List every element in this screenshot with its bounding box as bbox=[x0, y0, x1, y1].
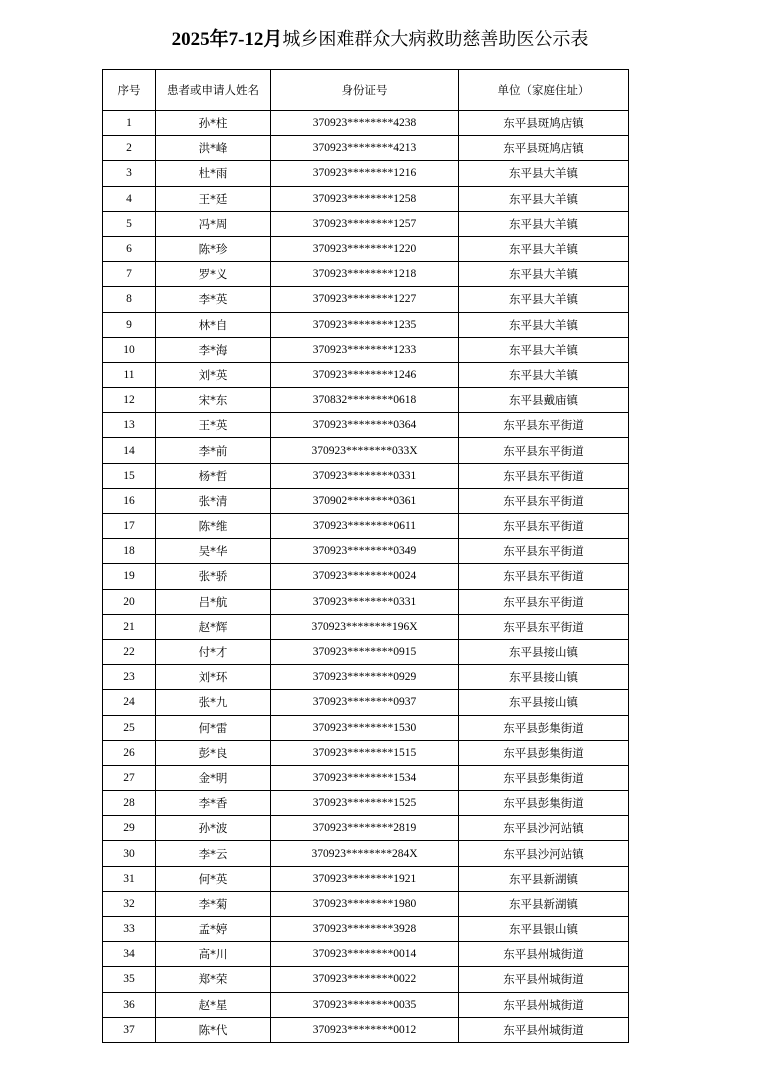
header-row bbox=[103, 70, 629, 111]
cell-serial: 23 bbox=[103, 665, 156, 690]
cell-serial: 5 bbox=[103, 211, 156, 236]
cell-name: 冯*周 bbox=[156, 211, 271, 236]
header-unit: 单位（家庭住址） bbox=[459, 70, 629, 111]
table-row bbox=[103, 967, 629, 992]
cell-name: 吕*航 bbox=[156, 589, 271, 614]
notice-table bbox=[102, 69, 629, 1043]
cell-name: 刘*英 bbox=[156, 362, 271, 387]
cell-name: 吴*华 bbox=[156, 539, 271, 564]
cell-serial: 9 bbox=[103, 312, 156, 337]
cell-id-number: 370923********0331 bbox=[271, 463, 459, 488]
cell-unit: 东平县新湖镇 bbox=[459, 891, 629, 916]
cell-name: 陈*维 bbox=[156, 514, 271, 539]
table-row bbox=[103, 942, 629, 967]
cell-id-number: 370902********0361 bbox=[271, 488, 459, 513]
cell-name: 张*九 bbox=[156, 690, 271, 715]
cell-unit: 东平县东平街道 bbox=[459, 463, 629, 488]
cell-serial: 25 bbox=[103, 715, 156, 740]
cell-id-number: 370923********0929 bbox=[271, 665, 459, 690]
cell-unit: 东平县东平街道 bbox=[459, 488, 629, 513]
cell-id-number: 370832********0618 bbox=[271, 388, 459, 413]
cell-id-number: 370923********1235 bbox=[271, 312, 459, 337]
cell-name: 孙*柱 bbox=[156, 111, 271, 136]
cell-name: 孟*婷 bbox=[156, 917, 271, 942]
table-row bbox=[103, 614, 629, 639]
table-row bbox=[103, 136, 629, 161]
cell-name: 陈*代 bbox=[156, 1017, 271, 1042]
cell-unit: 东平县州城街道 bbox=[459, 992, 629, 1017]
cell-serial: 14 bbox=[103, 438, 156, 463]
cell-id-number: 370923********1921 bbox=[271, 866, 459, 891]
cell-unit: 东平县东平街道 bbox=[459, 413, 629, 438]
cell-unit: 东平县沙河站镇 bbox=[459, 841, 629, 866]
cell-unit: 东平县东平街道 bbox=[459, 614, 629, 639]
cell-unit: 东平县大羊镇 bbox=[459, 337, 629, 362]
cell-id-number: 370923********3928 bbox=[271, 917, 459, 942]
cell-unit: 东平县沙河站镇 bbox=[459, 816, 629, 841]
cell-id-number: 370923********1258 bbox=[271, 186, 459, 211]
cell-id-number: 370923********4238 bbox=[271, 111, 459, 136]
cell-serial: 35 bbox=[103, 967, 156, 992]
cell-unit: 东平县大羊镇 bbox=[459, 262, 629, 287]
cell-id-number: 370923********284X bbox=[271, 841, 459, 866]
header-serial: 序号 bbox=[103, 70, 156, 111]
cell-name: 彭*良 bbox=[156, 740, 271, 765]
cell-unit: 东平县银山镇 bbox=[459, 917, 629, 942]
cell-serial: 18 bbox=[103, 539, 156, 564]
cell-id-number: 370923********0349 bbox=[271, 539, 459, 564]
cell-serial: 11 bbox=[103, 362, 156, 387]
cell-unit: 东平县斑鸠店镇 bbox=[459, 136, 629, 161]
cell-id-number: 370923********1246 bbox=[271, 362, 459, 387]
cell-unit: 东平县大羊镇 bbox=[459, 287, 629, 312]
cell-name: 李*海 bbox=[156, 337, 271, 362]
table-row bbox=[103, 211, 629, 236]
cell-name: 李*云 bbox=[156, 841, 271, 866]
cell-id-number: 370923********0331 bbox=[271, 589, 459, 614]
cell-unit: 东平县斑鸠店镇 bbox=[459, 111, 629, 136]
table-row bbox=[103, 992, 629, 1017]
cell-name: 郑*荣 bbox=[156, 967, 271, 992]
cell-id-number: 370923********1525 bbox=[271, 791, 459, 816]
table-row bbox=[103, 413, 629, 438]
table-row bbox=[103, 236, 629, 261]
table-row bbox=[103, 791, 629, 816]
cell-id-number: 370923********0012 bbox=[271, 1017, 459, 1042]
cell-serial: 13 bbox=[103, 413, 156, 438]
cell-serial: 20 bbox=[103, 589, 156, 614]
cell-unit: 东平县彭集街道 bbox=[459, 715, 629, 740]
cell-id-number: 370923********0915 bbox=[271, 639, 459, 664]
cell-unit: 东平县彭集街道 bbox=[459, 791, 629, 816]
cell-id-number: 370923********1216 bbox=[271, 161, 459, 186]
cell-name: 李*前 bbox=[156, 438, 271, 463]
cell-serial: 10 bbox=[103, 337, 156, 362]
table-row bbox=[103, 589, 629, 614]
cell-name: 洪*峰 bbox=[156, 136, 271, 161]
header-id-number: 身份证号 bbox=[271, 70, 459, 111]
cell-id-number: 370923********2819 bbox=[271, 816, 459, 841]
table-row bbox=[103, 639, 629, 664]
cell-serial: 17 bbox=[103, 514, 156, 539]
cell-unit: 东平县东平街道 bbox=[459, 539, 629, 564]
table-row bbox=[103, 539, 629, 564]
table-row bbox=[103, 1017, 629, 1042]
cell-name: 何*英 bbox=[156, 866, 271, 891]
table-row bbox=[103, 690, 629, 715]
table-row bbox=[103, 514, 629, 539]
table-row bbox=[103, 161, 629, 186]
cell-serial: 24 bbox=[103, 690, 156, 715]
cell-unit: 东平县州城街道 bbox=[459, 967, 629, 992]
cell-name: 李*菊 bbox=[156, 891, 271, 916]
cell-name: 赵*星 bbox=[156, 992, 271, 1017]
cell-serial: 4 bbox=[103, 186, 156, 211]
cell-serial: 29 bbox=[103, 816, 156, 841]
cell-id-number: 370923********1515 bbox=[271, 740, 459, 765]
cell-id-number: 370923********0014 bbox=[271, 942, 459, 967]
cell-name: 赵*辉 bbox=[156, 614, 271, 639]
cell-unit: 东平县东平街道 bbox=[459, 514, 629, 539]
cell-serial: 19 bbox=[103, 564, 156, 589]
cell-serial: 34 bbox=[103, 942, 156, 967]
cell-serial: 15 bbox=[103, 463, 156, 488]
cell-id-number: 370923********1534 bbox=[271, 765, 459, 790]
cell-name: 王*英 bbox=[156, 413, 271, 438]
cell-name: 孙*波 bbox=[156, 816, 271, 841]
cell-name: 高*川 bbox=[156, 942, 271, 967]
cell-id-number: 370923********0611 bbox=[271, 514, 459, 539]
page-title bbox=[0, 26, 760, 53]
table-row bbox=[103, 438, 629, 463]
table-row bbox=[103, 186, 629, 211]
cell-unit: 东平县东平街道 bbox=[459, 564, 629, 589]
cell-serial: 32 bbox=[103, 891, 156, 916]
table-row bbox=[103, 917, 629, 942]
cell-serial: 16 bbox=[103, 488, 156, 513]
cell-serial: 22 bbox=[103, 639, 156, 664]
cell-name: 王*廷 bbox=[156, 186, 271, 211]
cell-unit: 东平县大羊镇 bbox=[459, 362, 629, 387]
cell-serial: 28 bbox=[103, 791, 156, 816]
cell-serial: 7 bbox=[103, 262, 156, 287]
cell-id-number: 370923********0364 bbox=[271, 413, 459, 438]
page-title-text: 城乡困难群众大病救助慈善助医公示表 bbox=[282, 29, 589, 50]
cell-name: 林*自 bbox=[156, 312, 271, 337]
cell-unit: 东平县州城街道 bbox=[459, 942, 629, 967]
cell-serial: 12 bbox=[103, 388, 156, 413]
table-row bbox=[103, 866, 629, 891]
cell-unit: 东平县大羊镇 bbox=[459, 211, 629, 236]
table-row bbox=[103, 891, 629, 916]
cell-unit: 东平县东平街道 bbox=[459, 589, 629, 614]
table-body bbox=[103, 111, 629, 1043]
cell-unit: 东平县接山镇 bbox=[459, 639, 629, 664]
cell-id-number: 370923********1233 bbox=[271, 337, 459, 362]
cell-serial: 36 bbox=[103, 992, 156, 1017]
cell-unit: 东平县大羊镇 bbox=[459, 312, 629, 337]
cell-serial: 3 bbox=[103, 161, 156, 186]
cell-id-number: 370923********1980 bbox=[271, 891, 459, 916]
cell-serial: 1 bbox=[103, 111, 156, 136]
cell-id-number: 370923********0937 bbox=[271, 690, 459, 715]
cell-unit: 东平县戴庙镇 bbox=[459, 388, 629, 413]
header-name: 患者或申请人姓名 bbox=[156, 70, 271, 111]
table-row bbox=[103, 715, 629, 740]
cell-id-number: 370923********0035 bbox=[271, 992, 459, 1017]
cell-name: 陈*珍 bbox=[156, 236, 271, 261]
cell-serial: 37 bbox=[103, 1017, 156, 1042]
table-row bbox=[103, 488, 629, 513]
table-row bbox=[103, 463, 629, 488]
cell-serial: 6 bbox=[103, 236, 156, 261]
table-row bbox=[103, 665, 629, 690]
cell-name: 李*香 bbox=[156, 791, 271, 816]
table-row bbox=[103, 816, 629, 841]
cell-id-number: 370923********1530 bbox=[271, 715, 459, 740]
table-row bbox=[103, 337, 629, 362]
table-row bbox=[103, 765, 629, 790]
cell-id-number: 370923********0024 bbox=[271, 564, 459, 589]
table-row bbox=[103, 287, 629, 312]
cell-name: 杨*哲 bbox=[156, 463, 271, 488]
cell-name: 付*才 bbox=[156, 639, 271, 664]
cell-unit: 东平县东平街道 bbox=[459, 438, 629, 463]
cell-unit: 东平县接山镇 bbox=[459, 665, 629, 690]
cell-name: 杜*雨 bbox=[156, 161, 271, 186]
table-row bbox=[103, 262, 629, 287]
cell-serial: 27 bbox=[103, 765, 156, 790]
cell-unit: 东平县大羊镇 bbox=[459, 161, 629, 186]
cell-serial: 33 bbox=[103, 917, 156, 942]
table-row bbox=[103, 564, 629, 589]
cell-id-number: 370923********1257 bbox=[271, 211, 459, 236]
cell-id-number: 370923********033X bbox=[271, 438, 459, 463]
table-row bbox=[103, 111, 629, 136]
cell-name: 何*雷 bbox=[156, 715, 271, 740]
table-row bbox=[103, 841, 629, 866]
cell-id-number: 370923********1218 bbox=[271, 262, 459, 287]
cell-name: 张*清 bbox=[156, 488, 271, 513]
cell-serial: 30 bbox=[103, 841, 156, 866]
page-title-period: 2025年7-12月 bbox=[171, 29, 283, 50]
cell-unit: 东平县新湖镇 bbox=[459, 866, 629, 891]
cell-name: 金*明 bbox=[156, 765, 271, 790]
cell-name: 罗*义 bbox=[156, 262, 271, 287]
cell-unit: 东平县大羊镇 bbox=[459, 236, 629, 261]
cell-name: 刘*环 bbox=[156, 665, 271, 690]
cell-name: 张*骄 bbox=[156, 564, 271, 589]
table-row bbox=[103, 740, 629, 765]
cell-unit: 东平县接山镇 bbox=[459, 690, 629, 715]
cell-id-number: 370923********196X bbox=[271, 614, 459, 639]
cell-serial: 21 bbox=[103, 614, 156, 639]
cell-serial: 31 bbox=[103, 866, 156, 891]
table-row bbox=[103, 362, 629, 387]
cell-name: 李*英 bbox=[156, 287, 271, 312]
table-row bbox=[103, 312, 629, 337]
cell-serial: 2 bbox=[103, 136, 156, 161]
cell-id-number: 370923********1220 bbox=[271, 236, 459, 261]
cell-serial: 8 bbox=[103, 287, 156, 312]
cell-id-number: 370923********0022 bbox=[271, 967, 459, 992]
cell-name: 宋*东 bbox=[156, 388, 271, 413]
cell-unit: 东平县州城街道 bbox=[459, 1017, 629, 1042]
cell-unit: 东平县彭集街道 bbox=[459, 740, 629, 765]
cell-id-number: 370923********1227 bbox=[271, 287, 459, 312]
table-row bbox=[103, 388, 629, 413]
cell-id-number: 370923********4213 bbox=[271, 136, 459, 161]
cell-serial: 26 bbox=[103, 740, 156, 765]
cell-unit: 东平县大羊镇 bbox=[459, 186, 629, 211]
cell-unit: 东平县彭集街道 bbox=[459, 765, 629, 790]
